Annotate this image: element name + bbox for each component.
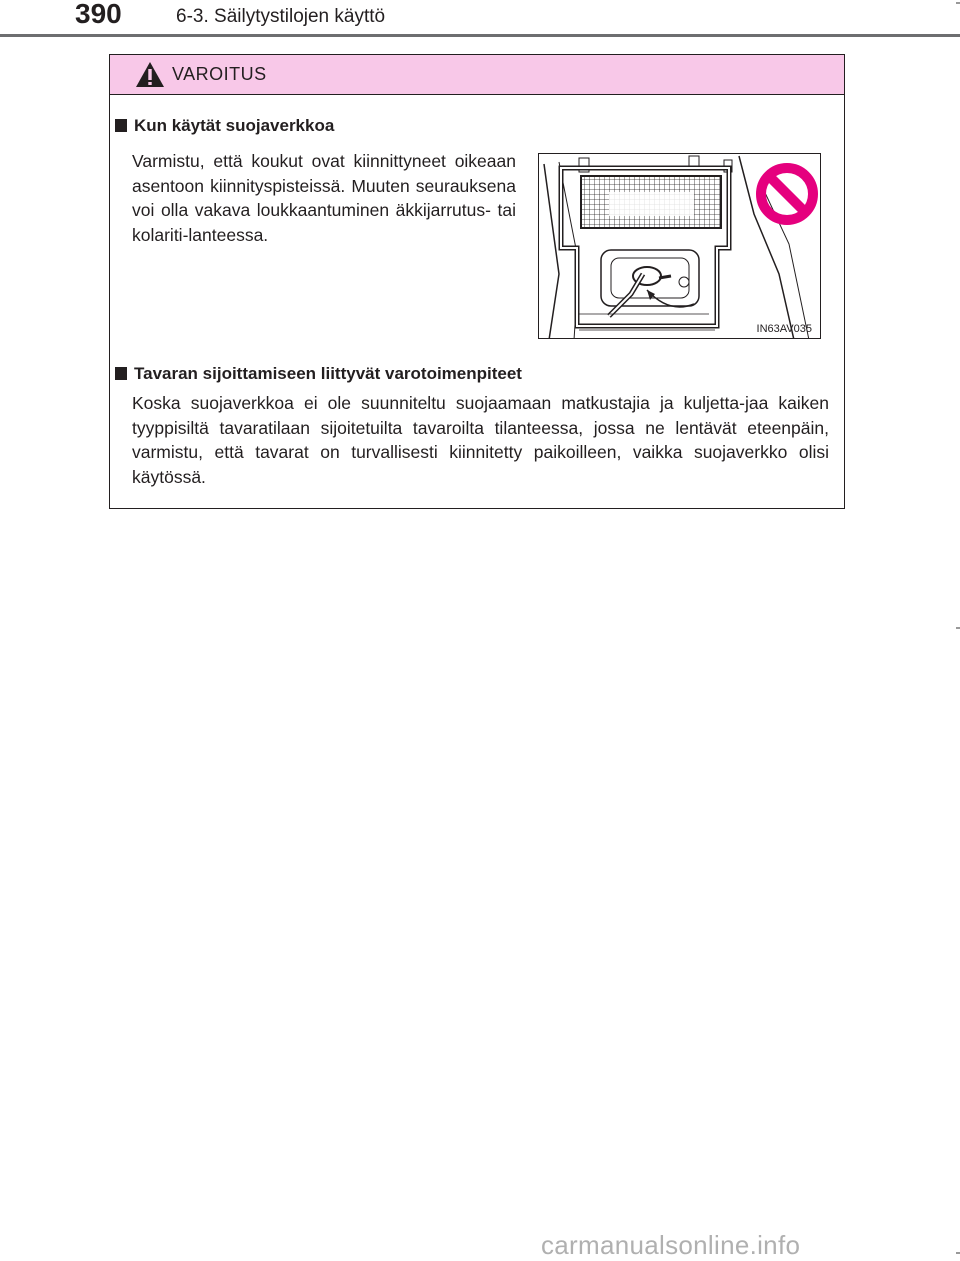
crop-mark (956, 627, 960, 629)
page-number: 390 (75, 0, 122, 29)
page-header (0, 0, 960, 44)
square-bullet-icon (115, 367, 127, 380)
section-body-cargo-precautions: Koska suojaverkkoa ei ole suunniteltu suojaamaan matkustajia ja kuljetta-jaa kaiken tyyppisiltä tavaratilaan sijoitetuilta tavaroilta tilanteessa, jossa ne lentävät eteenpäin, varmistu, että tavarat on turvallisesti kiinnitetty paikoilleen, vaikka suojaverkko olisi käytössä. (132, 393, 829, 487)
cargo-net-illustration (538, 153, 821, 339)
section-heading-text: Tavaran sijoittamiseen liittyvät varotoimenpiteet (134, 364, 522, 383)
section-body-safety-net: Varmistu, että koukut ovat kiinnittyneet oikeaan asentoon kiinnityspisteissä. Muuten seurauksena voi olla vakava loukkaantuminen äkkijarrutus- tai kolariti-lanteessa. (132, 151, 516, 245)
cargo-area-drawing (539, 154, 821, 339)
warning-box (109, 54, 845, 509)
section-heading-cargo-precautions (115, 364, 522, 384)
section-heading-safety-net (115, 116, 334, 136)
warning-triangle-icon (135, 61, 165, 88)
crop-mark (956, 2, 960, 4)
crop-mark (956, 1252, 960, 1254)
warning-title: VAROITUS (172, 64, 267, 84)
watermark: carmanualsonline.info (541, 1230, 801, 1260)
square-bullet-icon (115, 119, 127, 132)
figure-code: IN63AV035 (756, 323, 812, 335)
header-divider (0, 34, 960, 37)
warning-header (110, 55, 844, 95)
section-heading-text: Kun käytät suojaverkkoa (134, 116, 335, 135)
section-title: 6-3. Säilytystilojen käyttö (176, 6, 386, 27)
